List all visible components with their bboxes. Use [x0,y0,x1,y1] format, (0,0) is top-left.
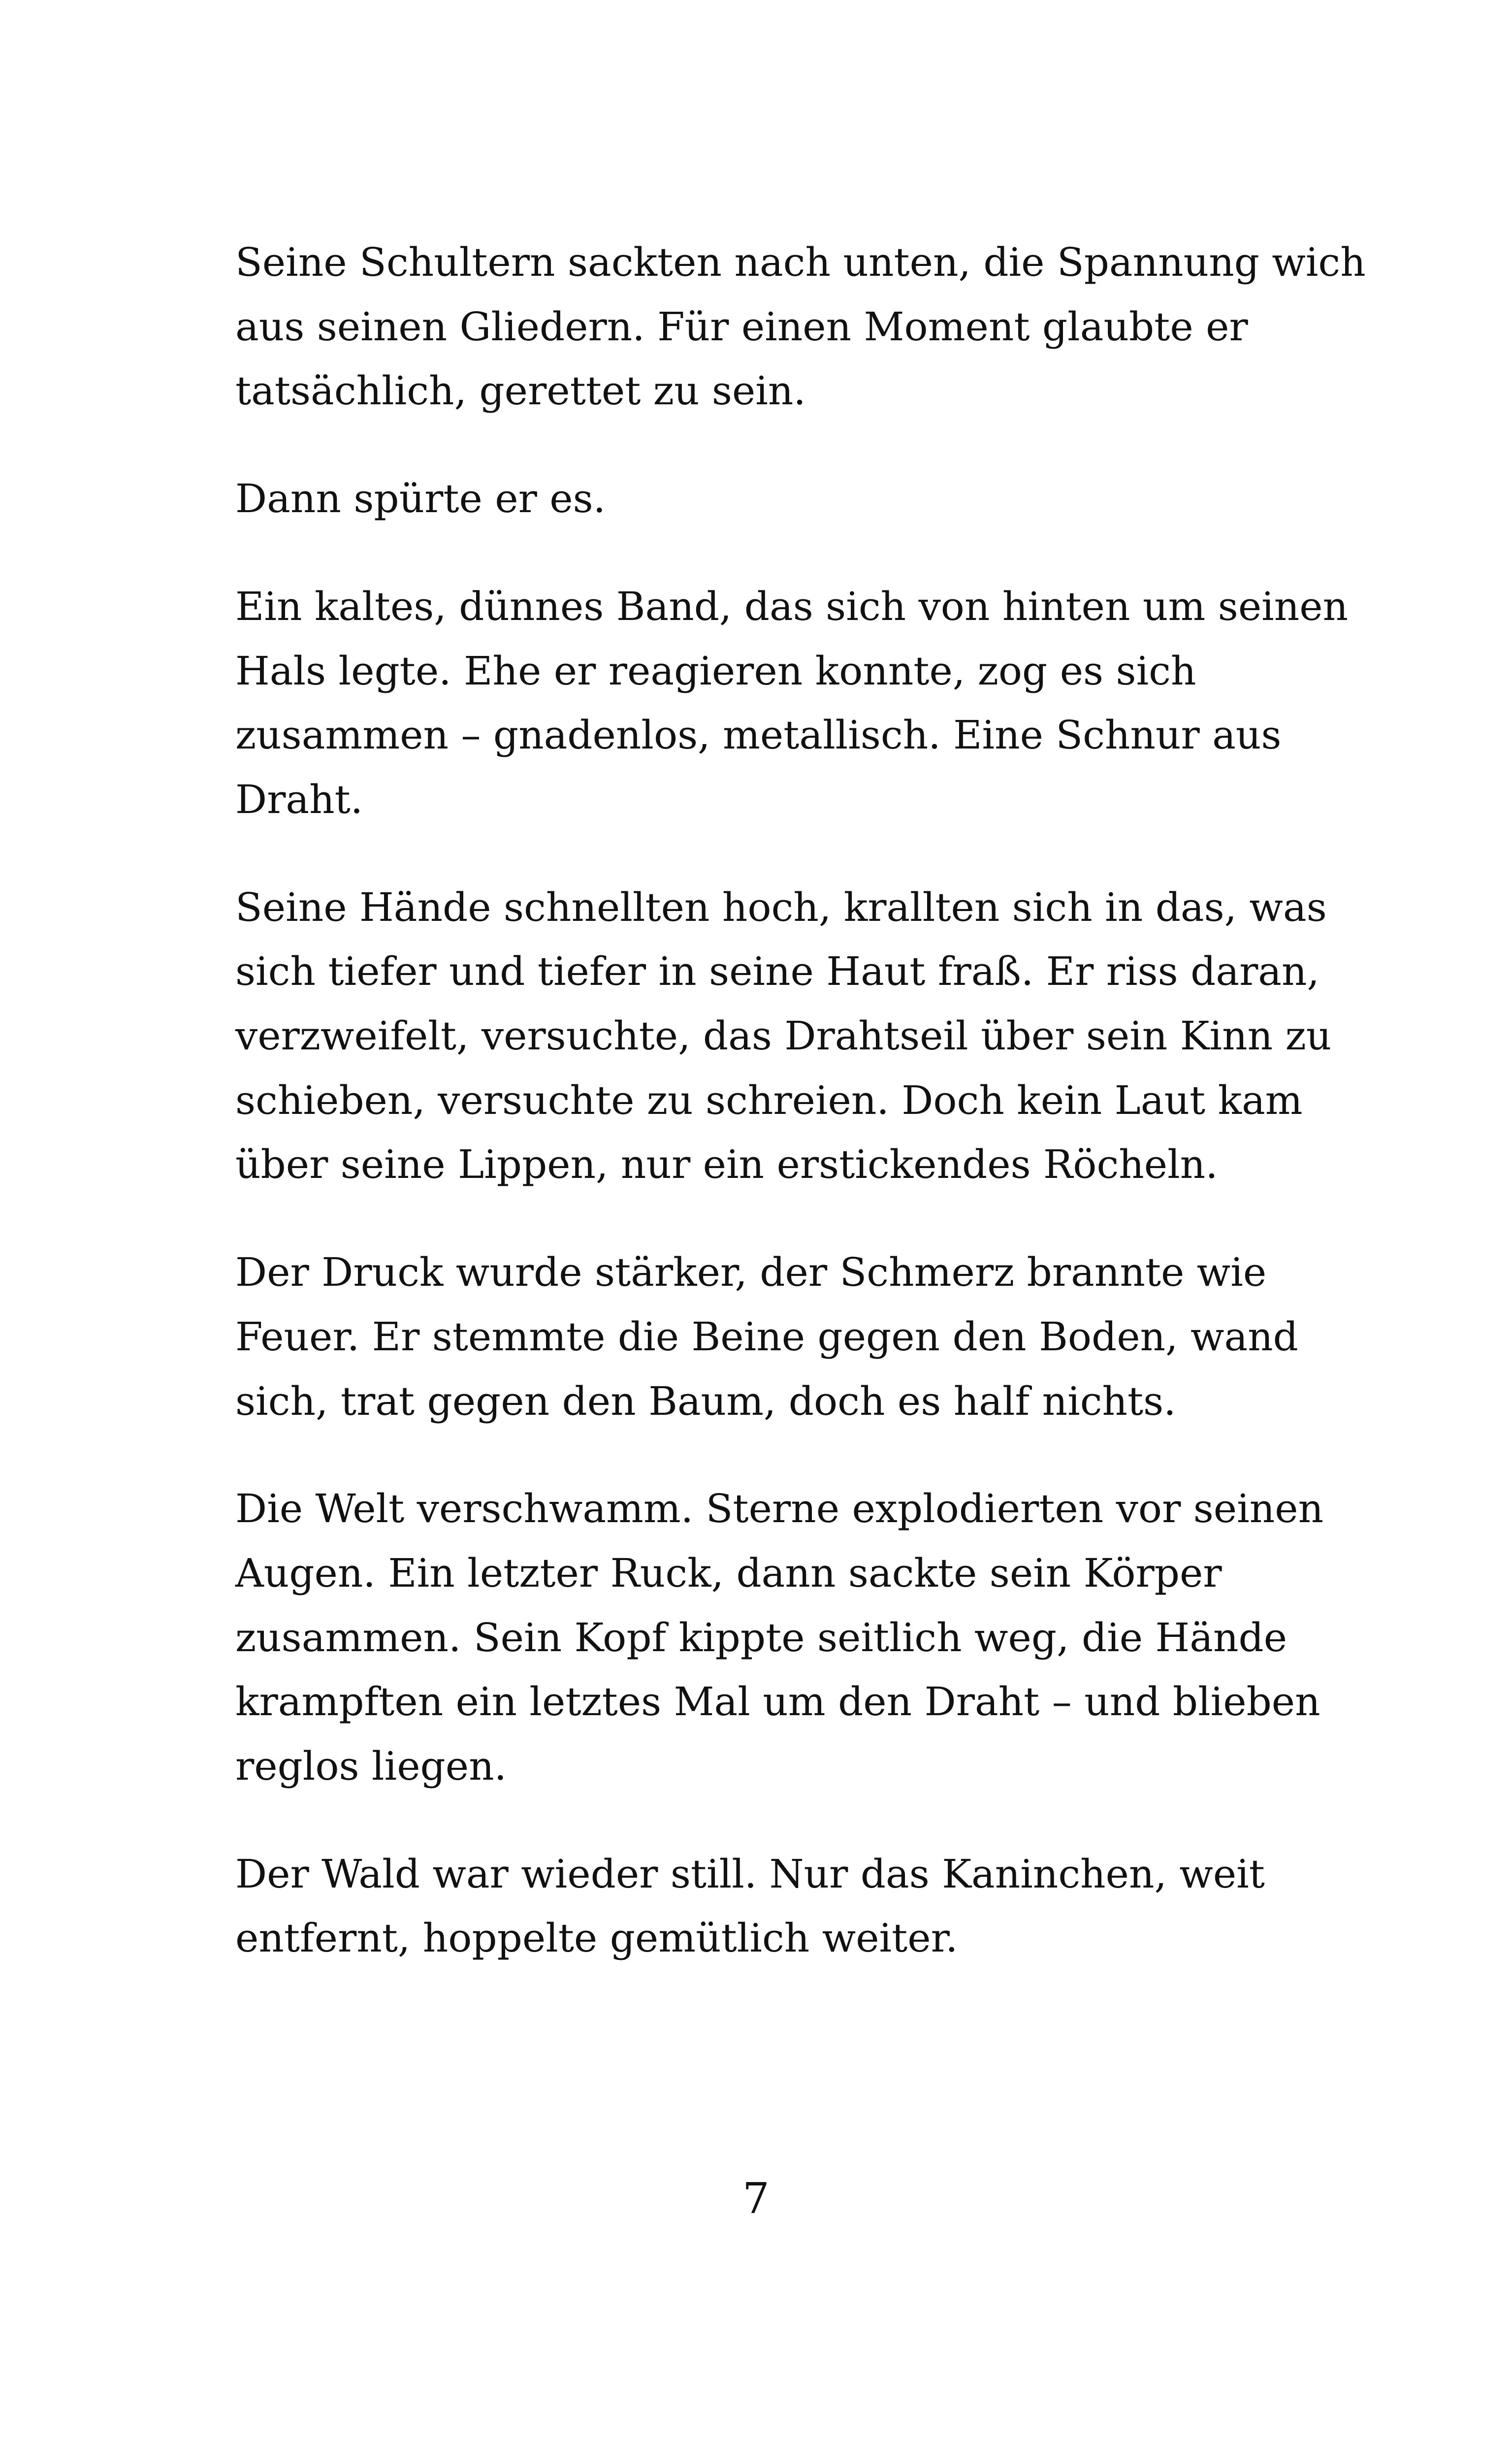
text-line: Hals legte. Ehe er reagieren konnte, zog es sich [235,648,1196,694]
text-line: Seine Hände schnellten hoch, krallten sich in das, was [235,884,1327,930]
text-line: Ein kaltes, dünnes Band, das sich von hinten um seinen [235,583,1349,629]
text-line: Feuer. Er stemmte die Beine gegen den Boden, wand [235,1313,1298,1360]
text-line: sich, trat gegen den Baum, doch es half nichts. [235,1378,1176,1424]
text-line: entfernt, hoppelte gemütlich weiter. [235,1915,958,1961]
text-line: aus seinen Gliedern. Für einen Moment glaubte er [235,303,1248,350]
text-line: Der Druck wurde stärker, der Schmerz brannte wie [235,1249,1267,1296]
text-line: Seine Schultern sackten nach unten, die Spannung wich [235,239,1366,285]
body-text [235,230,1366,2014]
text-line: über seine Lippen, nur ein erstickendes Röcheln. [235,1141,1218,1188]
paragraph-3 [235,575,1349,832]
text-line: zusammen – gnadenlos, metallisch. Eine Schnur aus [235,712,1282,758]
text-line: Augen. Ein letzter Ruck, dann sackte sein Körper [235,1550,1222,1596]
text-line: Dann spürte er es. [235,476,606,522]
text-line: Die Welt verschwamm. Sterne explodierten vor seinen [235,1486,1324,1532]
paragraph-2 [235,467,1289,531]
text-line: sich tiefer und tiefer in seine Haut fraß. Er riss daran, [235,948,1319,995]
paragraph-7 [235,1842,1289,1971]
text-line: reglos liegen. [235,1743,507,1790]
text-line: schieben, versuchte zu schreien. Doch kein Laut kam [235,1077,1303,1123]
text-line: verzweifelt, versuchte, das Drahtseil über sein Kinn zu [235,1013,1332,1059]
paragraph-6 [235,1477,1324,1799]
paragraph-4 [235,876,1332,1198]
text-line: tatsächlich, gerettet zu sein. [235,368,806,414]
paragraph-5 [235,1240,1298,1433]
text-line: Der Wald war wieder still. Nur das Kaninchen, weit [235,1851,1265,1897]
text-line: krampften ein letztes Mal um den Draht – und blieben [235,1679,1320,1725]
paragraph-1 [235,230,1366,423]
text-line: Draht. [235,776,363,822]
page-number: 7 [742,2174,770,2223]
text-line: zusammen. Sein Kopf kippte seitlich weg, die Hände [235,1614,1287,1661]
